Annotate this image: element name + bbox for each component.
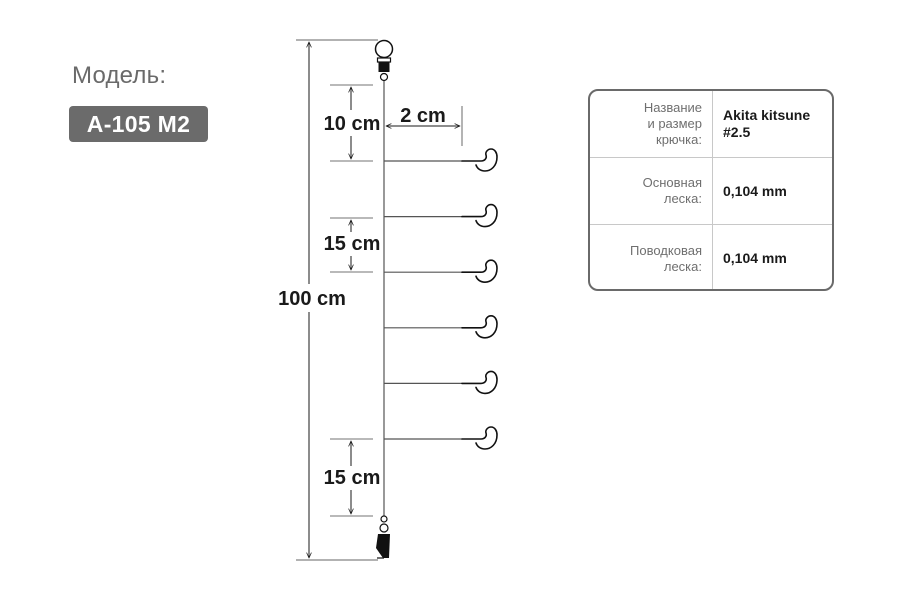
leader-hook-icon xyxy=(384,316,497,338)
spec-label-main-line: Основная леска: xyxy=(590,158,713,224)
leader-hook-icon xyxy=(384,149,497,171)
hook-spacing-label: 15 cm xyxy=(323,233,381,255)
hooks-group xyxy=(384,149,497,449)
model-code-badge: A-105 M2 xyxy=(69,106,208,142)
bottom-spacing-label: 15 cm xyxy=(323,467,381,489)
spec-value-hook: Akita kitsune #2.5 xyxy=(723,107,811,140)
spec-label-hook: Название и размер крючка: xyxy=(590,91,713,157)
leader-hook-icon xyxy=(384,427,497,449)
total-length-label: 100 cm xyxy=(278,288,346,310)
spec-value-main-line: 0,104 mm xyxy=(723,182,787,199)
spec-value-leader-line: 0,104 mm xyxy=(723,250,787,266)
spec-label-leader-line: Поводковая леска: xyxy=(590,225,713,291)
spec-row-leader-line xyxy=(590,225,832,291)
specs-table xyxy=(588,89,834,291)
top-swivel-icon xyxy=(376,41,393,81)
bottom-snap-icon xyxy=(376,516,390,558)
leader-hook-icon xyxy=(384,260,497,282)
spec-row-main-line xyxy=(590,158,832,225)
spec-row-hook xyxy=(590,91,832,158)
model-label: Модель: xyxy=(72,62,167,89)
leader-length-label: 2 cm xyxy=(400,105,446,127)
top-spacing-label: 10 cm xyxy=(323,113,381,135)
leader-hook-icon xyxy=(384,371,497,393)
leader-hook-icon xyxy=(384,205,497,227)
